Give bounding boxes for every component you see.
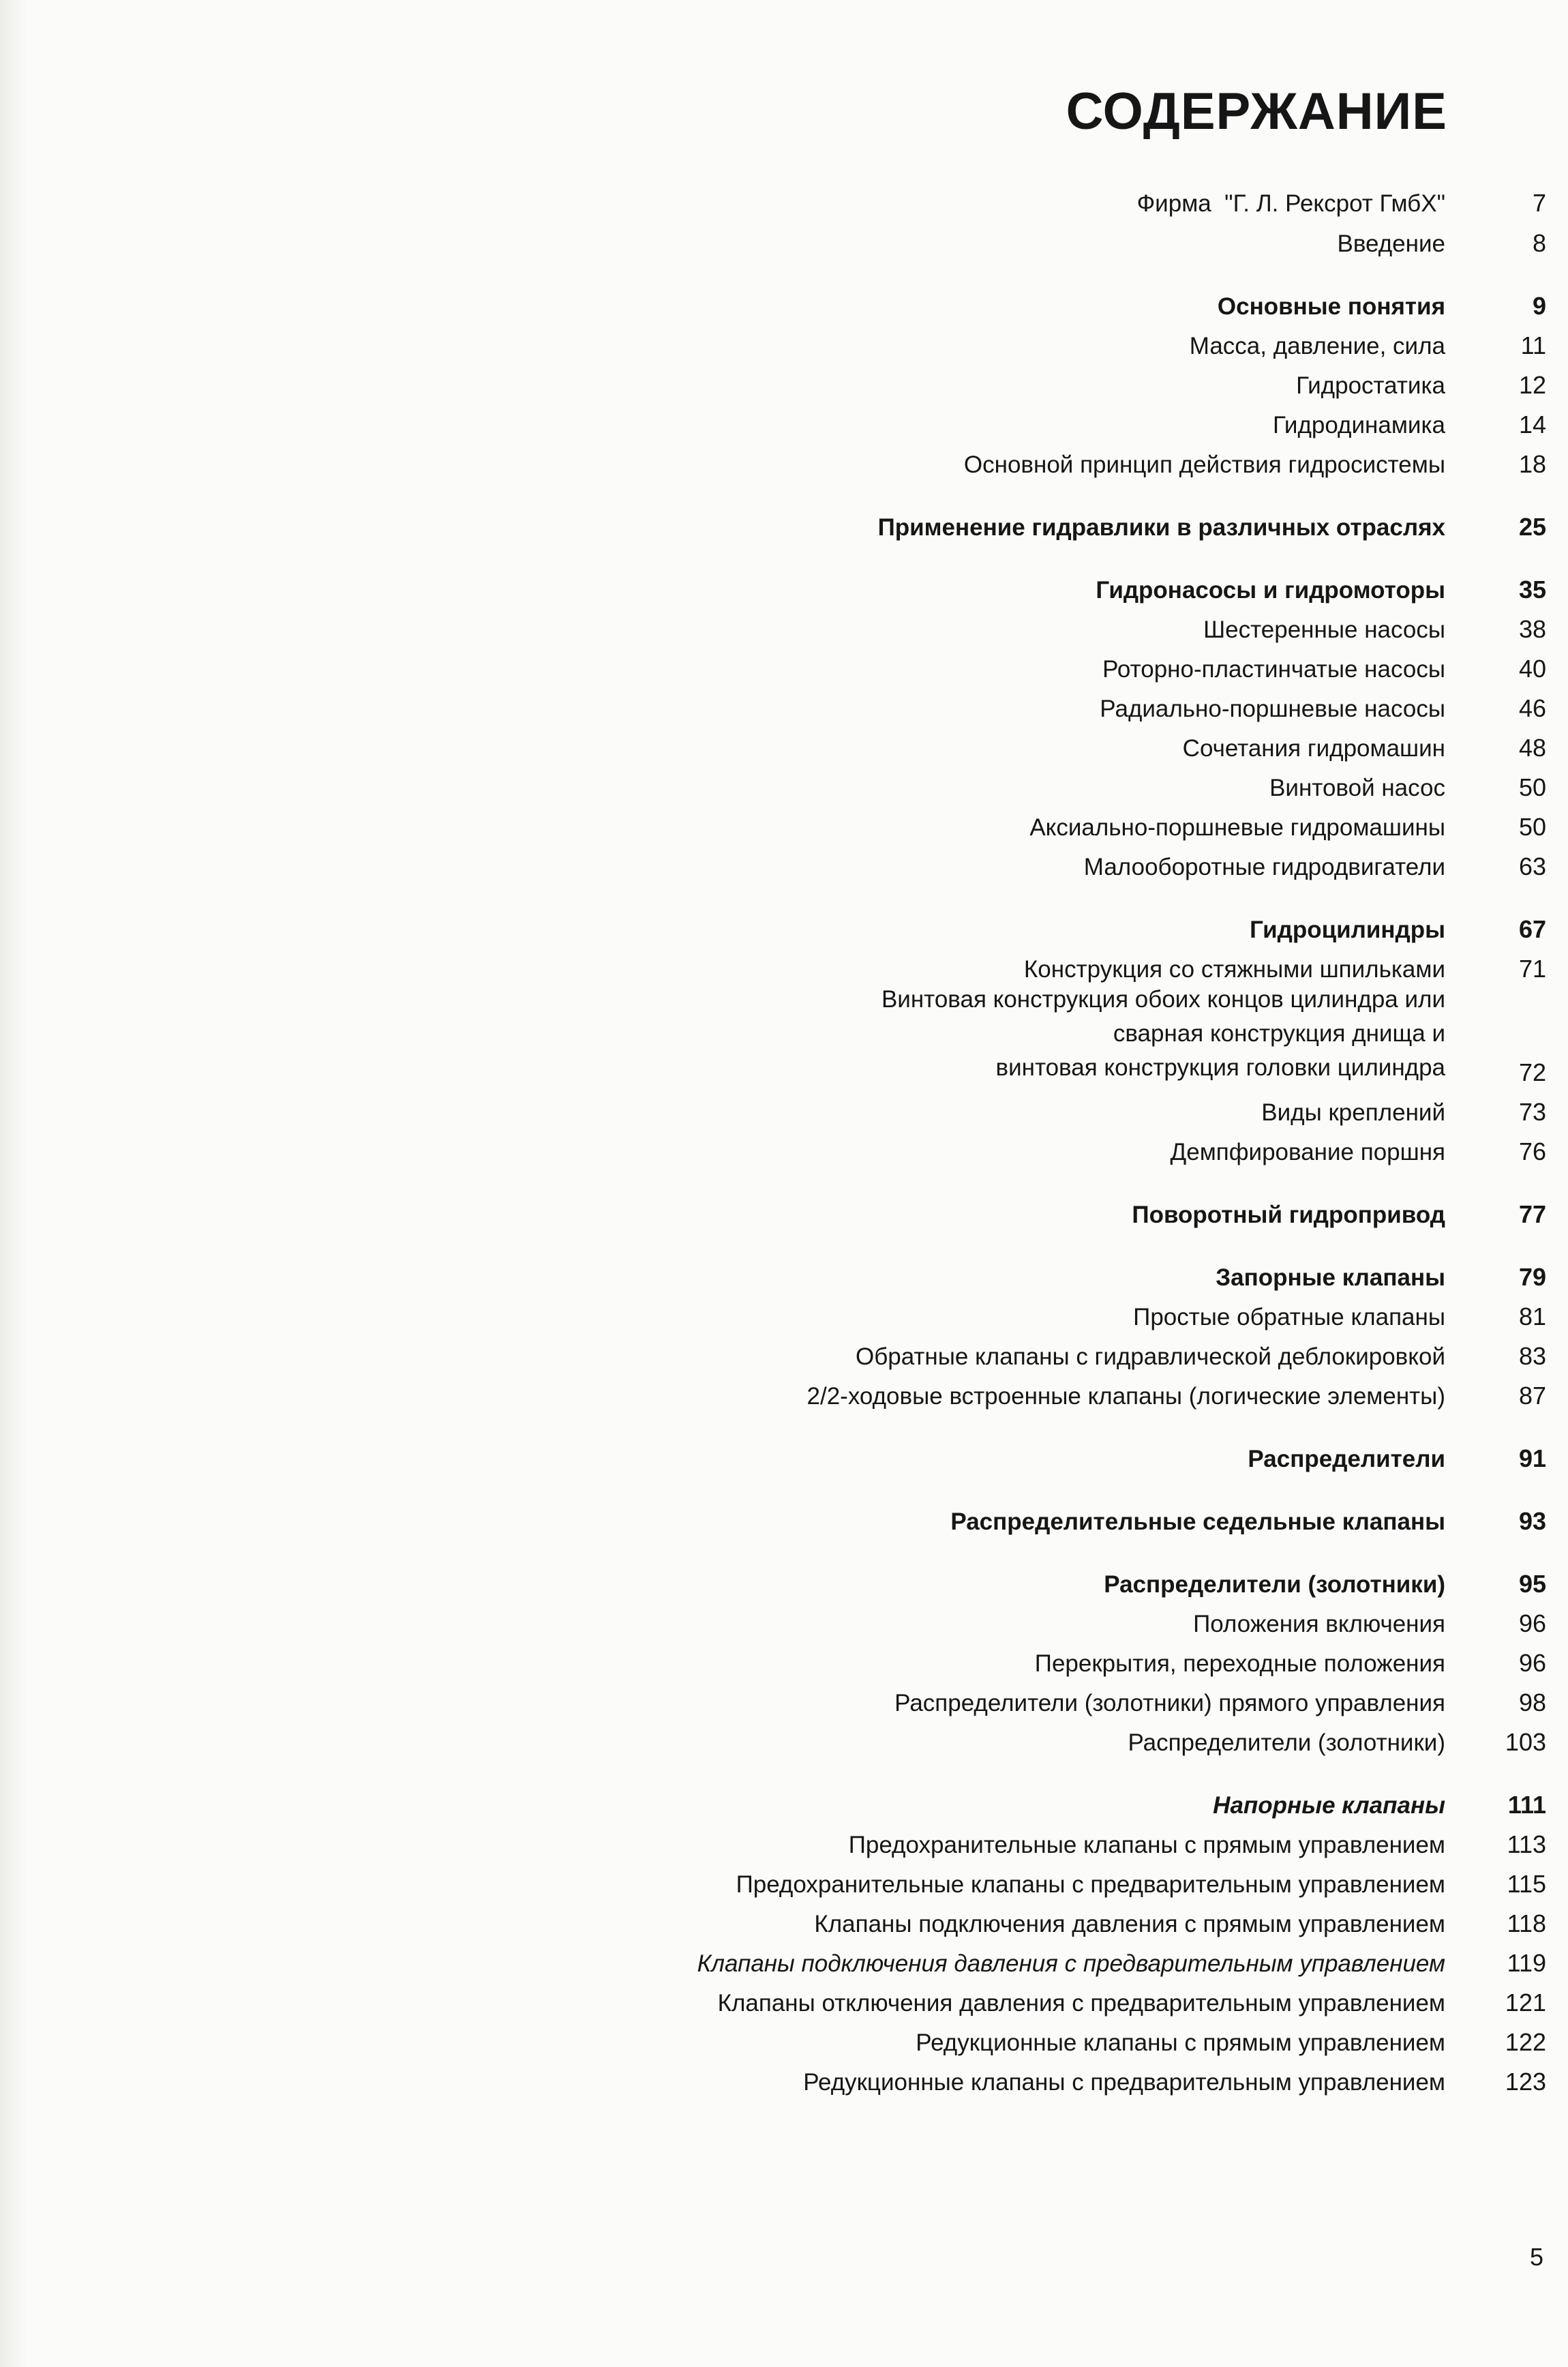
toc-entry	[0, 1989, 1568, 2016]
toc-entry-title: Основной принцип действия гидросистемы	[963, 451, 1445, 478]
toc-entry-title: Шестеренные насосы	[1203, 616, 1445, 643]
toc-entry-page: 11	[1520, 331, 1546, 359]
toc-entry-title: Распределители (золотники)	[1104, 1571, 1445, 1598]
toc-entry-title: Предохранительные клапаны с прямым управлением	[848, 1832, 1445, 1858]
toc-entry	[0, 1137, 1568, 1165]
toc-entry-title: Клапаны подключения давления с предварительным управлением	[697, 1950, 1445, 1977]
toc-entry-title: Клапаны отключения давления с предварительным управлением	[717, 1990, 1445, 2016]
toc-entry-page: 113	[1507, 1830, 1546, 1858]
toc-entry-page: 119	[1507, 1949, 1546, 1977]
toc-entry-page: 48	[1518, 734, 1546, 762]
toc-entry	[0, 615, 1568, 643]
toc-entry	[0, 986, 1568, 1086]
toc-entry-page: 98	[1518, 1688, 1546, 1716]
toc-entry-title: Гидростатика	[1296, 372, 1445, 399]
page-number: 5	[1529, 2243, 1543, 2271]
toc-entry-title: Обратные клапаны с гидравлической деблокировкой	[855, 1343, 1445, 1370]
toc-entry	[0, 1609, 1568, 1637]
toc-entry-title: Клапаны подключения давления с прямым управлением	[814, 1911, 1445, 1937]
toc-entry-title: Положения включения	[1193, 1611, 1445, 1637]
toc-entry	[0, 371, 1568, 399]
toc-entry-title: Простые обратные клапаны	[1133, 1304, 1445, 1330]
toc-entry	[0, 411, 1568, 438]
toc-entry	[0, 852, 1568, 880]
toc-entry	[0, 1728, 1568, 1756]
toc-entry-title: Винтовой насос	[1269, 775, 1445, 801]
toc-entry-page: 118	[1507, 1909, 1546, 1937]
toc-entry	[0, 229, 1568, 257]
toc-entry-title: Фирма "Г. Л. Рексрот ГмбХ"	[1136, 190, 1445, 217]
toc-entry-page: 103	[1505, 1728, 1546, 1756]
toc-entry-title: Малооборотные гидродвигатели	[1083, 854, 1445, 880]
toc-entry-page: 81	[1518, 1302, 1546, 1330]
toc-entry-page: 73	[1518, 1098, 1546, 1126]
toc-entry-page: 63	[1518, 852, 1546, 880]
toc-entry	[0, 331, 1568, 359]
toc-entry	[0, 1444, 1568, 1472]
toc-entry-page: 72	[1518, 1058, 1546, 1086]
toc-entry-title: Распределители	[1248, 1446, 1445, 1472]
toc-entry-title: Предохранительные клапаны с предварительным управлением	[736, 1871, 1445, 1898]
toc-entry-title: Виды креплений	[1261, 1099, 1445, 1126]
toc-entry-title: Сочетания гидромашин	[1182, 735, 1445, 762]
toc-entry-title: Напорные клапаны	[1213, 1792, 1445, 1819]
toc-entry-title: Применение гидравлики в различных отраслях	[877, 514, 1445, 541]
toc-entry	[0, 2028, 1568, 2056]
toc-entry-page: 77	[1518, 1200, 1546, 1228]
toc-entry-page: 76	[1518, 1137, 1546, 1165]
toc-entry-page: 122	[1505, 2028, 1546, 2056]
toc-entry-page: 14	[1518, 411, 1546, 438]
toc-entry-title-line: сварная конструкция днища и	[1113, 1020, 1445, 1047]
toc-entry-page: 79	[1518, 1263, 1546, 1291]
toc-entry-title: Гидродинамика	[1272, 412, 1445, 438]
toc-entry-title: 2/2-ходовые встроенные клапаны (логические элементы)	[806, 1383, 1445, 1410]
toc-entry-title: Роторно-пластинчатые насосы	[1102, 656, 1445, 683]
toc-entry-page: 96	[1518, 1609, 1546, 1637]
toc-entry-page: 18	[1518, 450, 1546, 478]
toc-entry-page: 123	[1505, 2068, 1546, 2096]
toc-entry-title: Распределители (золотники)	[1128, 1729, 1445, 1756]
toc-entry-page: 8	[1532, 229, 1546, 257]
toc-entry	[0, 1949, 1568, 1977]
toc-entry-title: Распределительные седельные клапаны	[950, 1508, 1445, 1535]
page-title: СОДЕРЖАНИЕ	[1066, 83, 1447, 140]
toc-entry	[0, 694, 1568, 722]
toc-entry-page: 67	[1518, 915, 1546, 943]
toc-entry-page: 9	[1532, 292, 1546, 320]
toc-entry-page: 25	[1518, 513, 1546, 541]
toc-entry-title: Введение	[1337, 230, 1445, 257]
toc-entry	[0, 1507, 1568, 1535]
toc-entry-title: Поворотный гидропривод	[1132, 1202, 1445, 1228]
toc-entry	[0, 1688, 1568, 1716]
toc-entry-title: Радиально-поршневые насосы	[1100, 696, 1445, 722]
toc-entry-title: Редукционные клапаны с прямым управлением	[916, 2029, 1445, 2056]
toc-entry	[0, 1830, 1568, 1858]
toc-entry-title-line: винтовая конструкция головки цилиндра	[995, 1054, 1445, 1081]
toc-entry-title: Масса, давление, сила	[1189, 333, 1445, 359]
toc-entry	[0, 1302, 1568, 1330]
toc-entry-page: 38	[1518, 615, 1546, 643]
toc-entry-title: Гидроцилиндры	[1250, 917, 1445, 943]
toc-entry-page: 91	[1518, 1444, 1546, 1472]
toc-entry-page: 83	[1518, 1342, 1546, 1370]
toc-entry-page: 96	[1518, 1649, 1546, 1677]
toc-entry-page: 46	[1518, 694, 1546, 722]
toc-entry-page: 40	[1518, 655, 1546, 683]
toc-entry	[0, 773, 1568, 801]
toc-entry-title: Запорные клапаны	[1216, 1264, 1445, 1291]
toc-entry-title: Редукционные клапаны с предварительным управлением	[803, 2069, 1445, 2096]
toc-entry-page: 87	[1518, 1382, 1546, 1410]
toc-entry-page: 95	[1518, 1570, 1546, 1598]
toc-entry-title: Распределители (золотники) прямого управления	[894, 1690, 1445, 1716]
toc-entry	[0, 1342, 1568, 1370]
toc-entry-page: 7	[1532, 189, 1546, 217]
toc-entry-title: Демпфирование поршня	[1170, 1139, 1445, 1165]
toc-entry-page: 93	[1518, 1507, 1546, 1535]
toc-entry	[0, 1098, 1568, 1126]
toc-entry-page: 111	[1507, 1791, 1546, 1819]
toc-entry-page: 115	[1507, 1870, 1546, 1898]
toc-entry-page: 35	[1518, 576, 1546, 604]
toc-entry-page: 50	[1518, 813, 1546, 841]
toc-entry-page: 121	[1505, 1989, 1546, 2016]
toc-entry-title: Гидронасосы и гидромоторы	[1096, 577, 1445, 604]
toc-entry	[0, 1649, 1568, 1677]
toc-entry	[0, 1909, 1568, 1937]
toc-entry-title: Конструкция со стяжными шпильками	[1023, 956, 1445, 983]
toc-entry	[0, 1200, 1568, 1228]
toc-entry-title-line: Винтовая конструкция обоих концов цилиндра или	[881, 986, 1445, 1013]
toc-entry-title: Основные понятия	[1217, 293, 1445, 320]
toc-entry-page: 71	[1518, 955, 1546, 983]
toc-entry	[0, 1263, 1568, 1291]
toc-entry-page: 50	[1518, 773, 1546, 801]
toc-entry	[0, 915, 1568, 943]
toc-entry-title	[881, 983, 1445, 1085]
toc-entry	[0, 576, 1568, 604]
toc-entry-title: Перекрытия, переходные положения	[1034, 1650, 1445, 1677]
toc-entry	[0, 450, 1568, 478]
toc-entry-page: 12	[1518, 371, 1546, 399]
toc-entry-title: Аксиально-поршневые гидромашины	[1029, 814, 1445, 841]
